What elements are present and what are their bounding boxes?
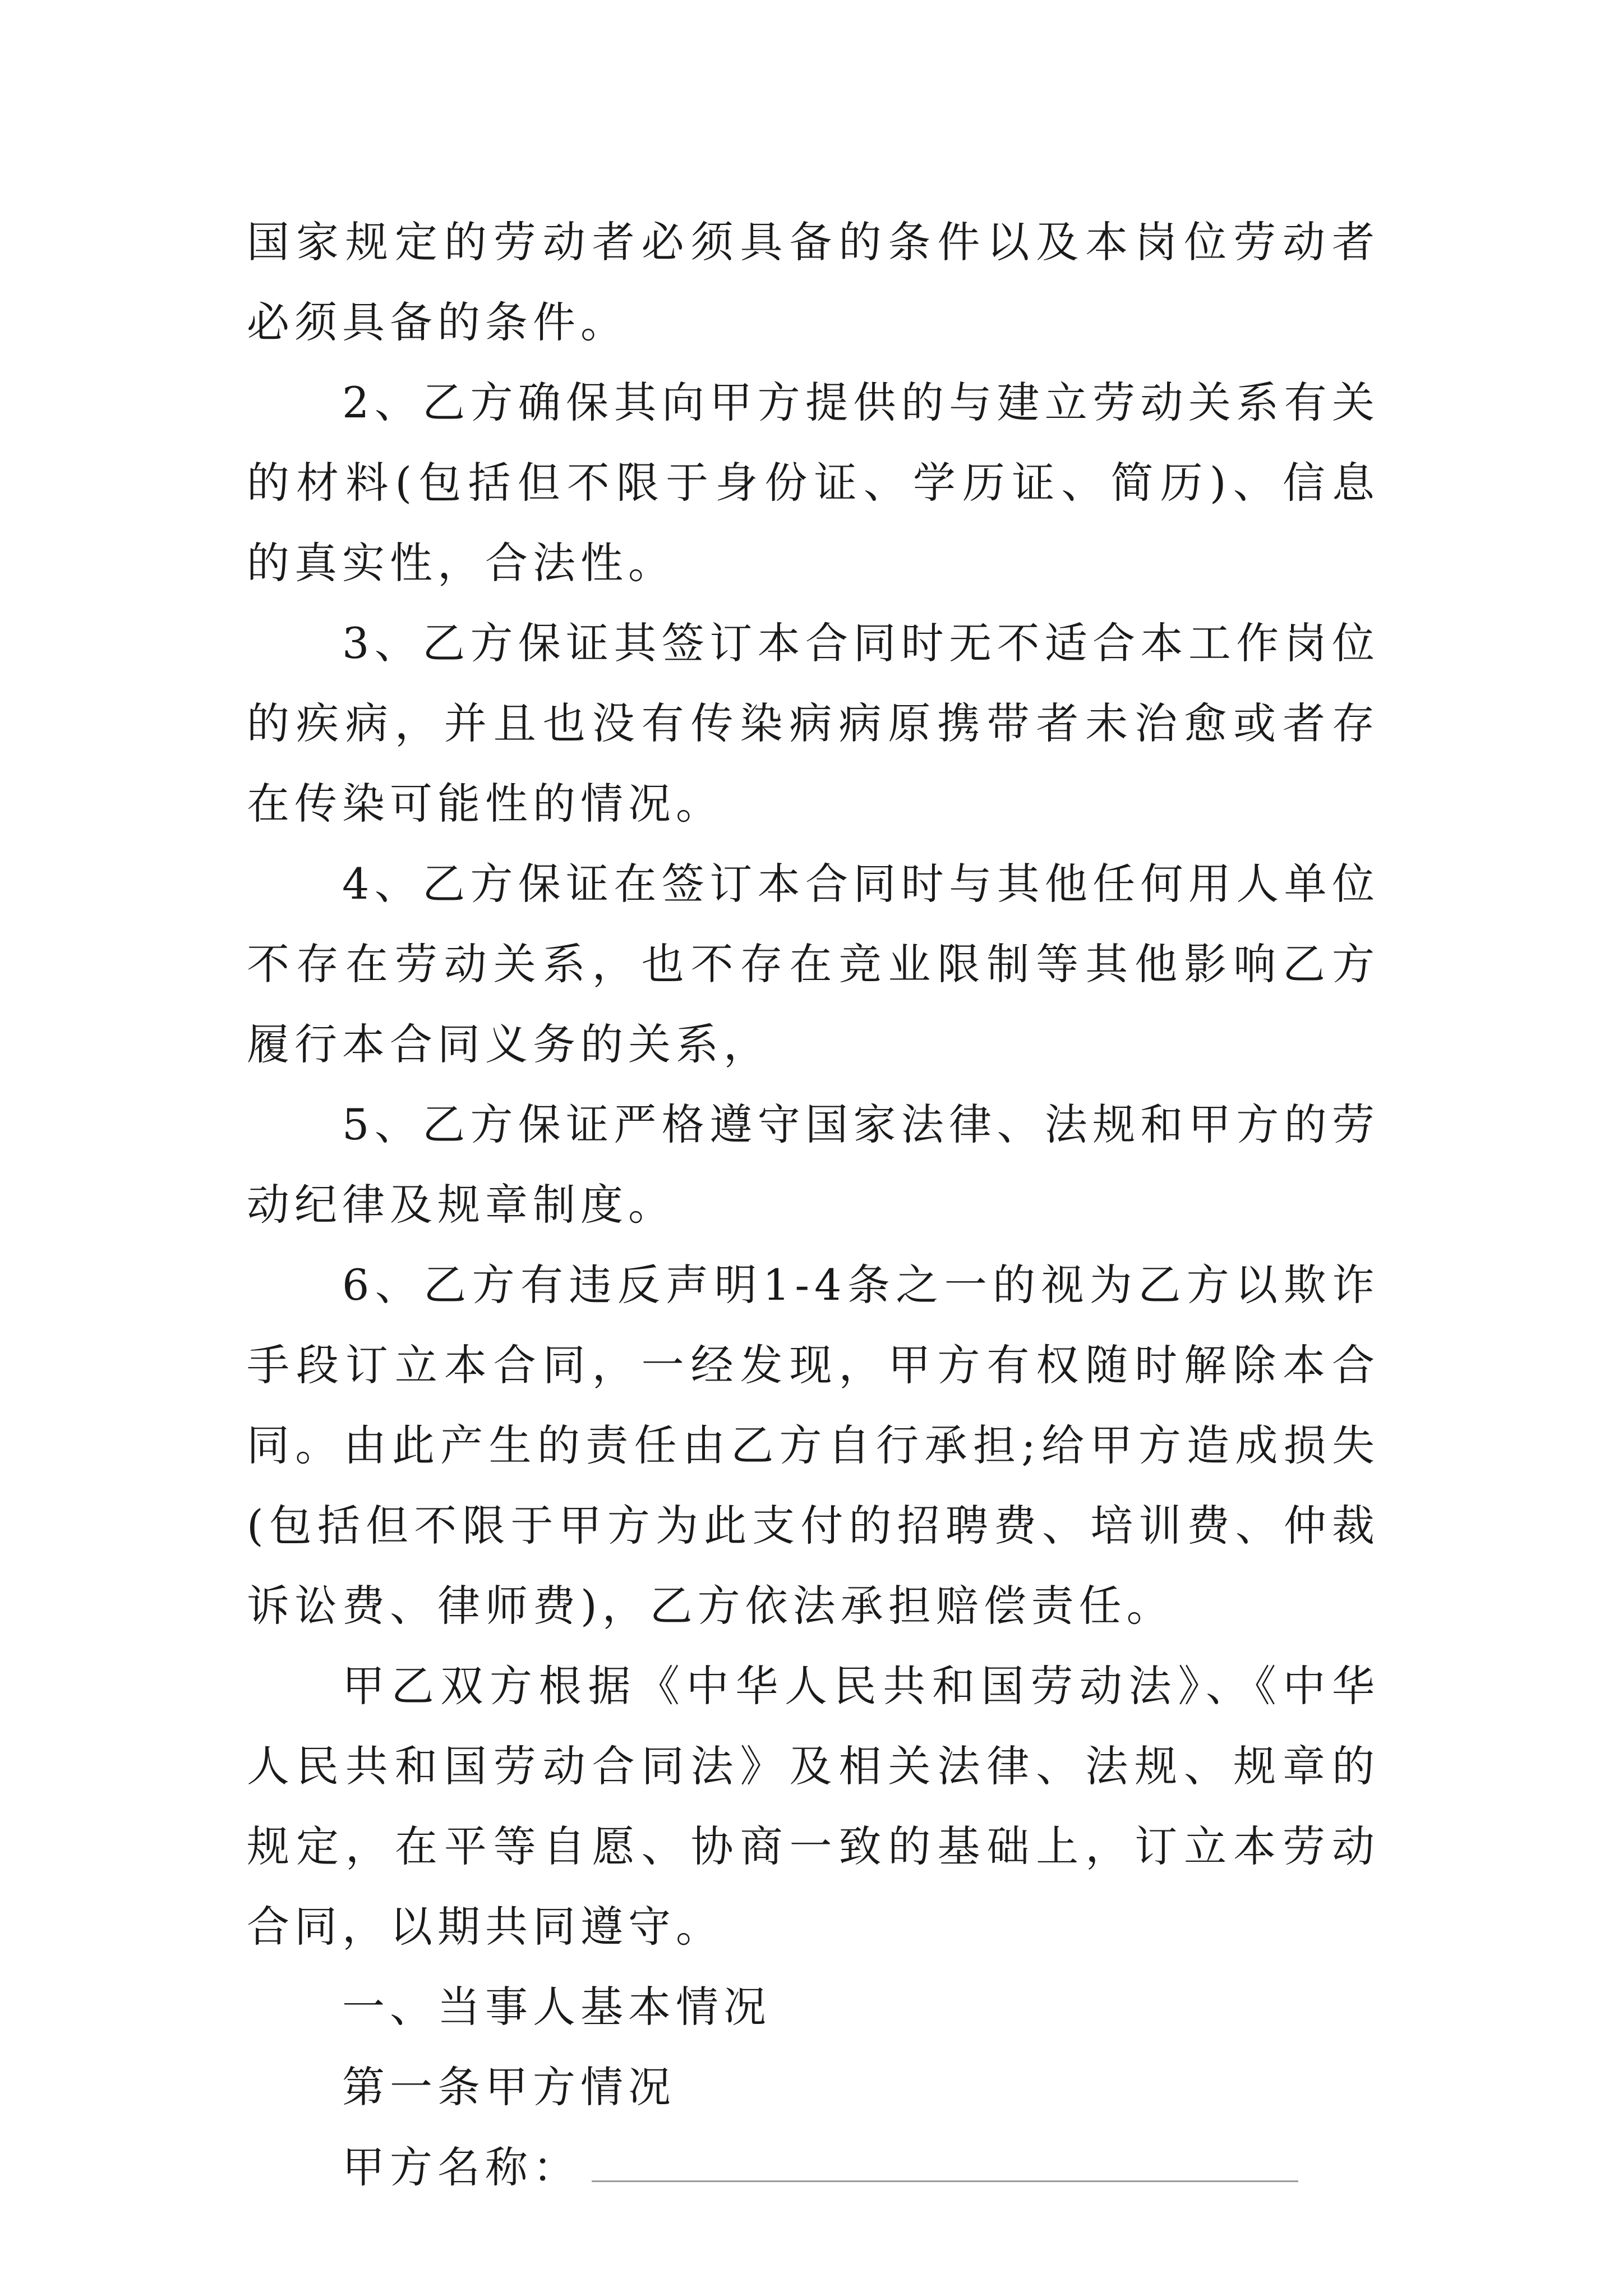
paragraph-continuation: 国家规定的劳动者必须具备的条件以及本岗位劳动者必须具备的条件。 (247, 217, 1380, 347)
legal-basis-paragraph: 甲乙双方根据《中华人民共和国劳动法》、《中华人民共和国劳动合同法》及相关法律、法规、规章的规定，在平等自愿、协商一致的基础上，订立本劳动合同，以期共同遵守。 (247, 1661, 1380, 1952)
contract-body (247, 202, 1380, 2207)
article-heading: 第一条甲方情况 (342, 2062, 676, 2112)
clause-3-paragraph: 3、乙方保证其签订本合同时无不适合本工作岗位的疾病，并且也没有传染病病原携带者未治愈或者存在传染可能性的情况。 (247, 618, 1380, 829)
clause-6-paragraph: 6、乙方有违反声明1-4条之一的视为乙方以欺诈手段订立本合同，一经发现，甲方有权随时解除本合同。由此产生的责任由乙方自行承担;给甲方造成损失(包括但不限于甲方为此支付的招聘费、培训费、仲裁诉讼费、律师费)，乙方依法承担赔偿责任。 (247, 1260, 1380, 1631)
party-a-name-field (247, 2127, 1380, 2207)
party-a-name-label: 甲方名称： (342, 2142, 580, 2192)
section-heading: 一、当事人基本情况 (342, 1982, 771, 2032)
clause-5-paragraph: 5、乙方保证严格遵守国家法律、法规和甲方的劳动纪律及规章制度。 (247, 1099, 1380, 1230)
clause-2-paragraph: 2、乙方确保其向甲方提供的与建立劳动关系有关的材料(包括但不限于身份证、学历证、简历)、信息的真实性，合法性。 (247, 378, 1380, 588)
clause-4-paragraph: 4、乙方保证在签订本合同时与其他任何用人单位不存在劳动关系，也不存在竞业限制等其他影响乙方履行本合同义务的关系， (247, 859, 1380, 1069)
party-a-name-blank-line (592, 2147, 1298, 2182)
